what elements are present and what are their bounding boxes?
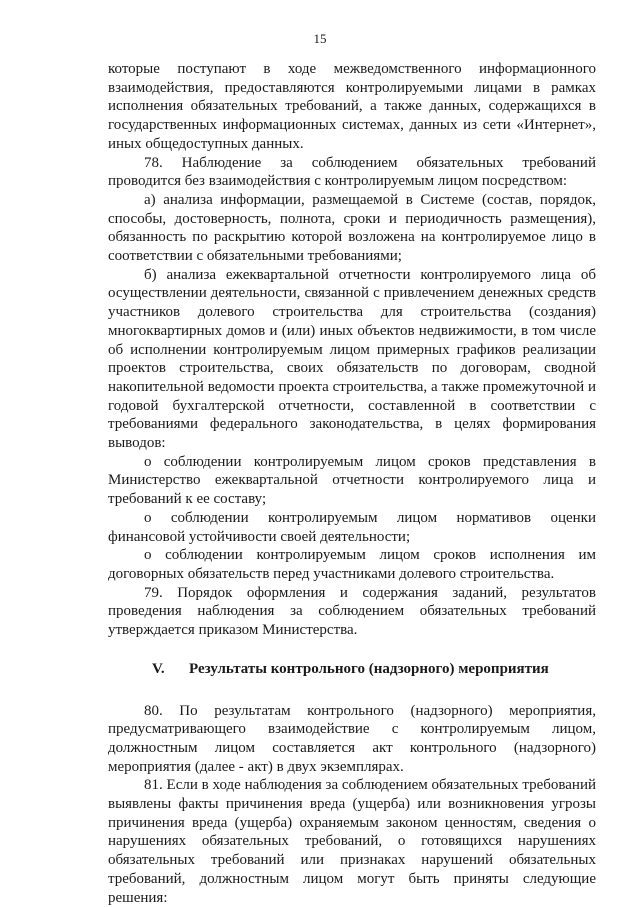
section-title: Результаты контрольного (надзорного) мероприятия <box>189 660 549 677</box>
paragraph-78-a: а) анализа информации, размещаемой в Системе (состав, порядок, способы, достоверность, полнота, сроки и периодичность размещения), обязанность по раскрытию которой возложена на контролируемое лицо в соответствии с обязательными требованиями; <box>108 191 596 265</box>
paragraph-79: 79. Порядок оформления и содержания заданий, результатов проведения наблюдения за соблюдением обязательных требований утверждается приказом Министерства. <box>108 584 596 639</box>
paragraph-78-b: б) анализа ежеквартальной отчетности контролируемого лица об осуществлении деятельности, связанной с привлечением денежных средств участников долевого строительства для строительства (создания) многоквартирных домов и (или) иных объектов недвижимости, в том числе об исполнении контролируемым лицом примерных графиков реализации проектов строительства, своих обязательств по договорам, сводной накопительной ведомости проекта строительства, а также промежуточной и годовой бухгалтерской отчетности, составленной в соответствии с требованиями федерального законодательства, в целях формирования выводов: <box>108 266 596 452</box>
document-body <box>108 60 596 907</box>
paragraph-78-b-financial-stability: о соблюдении контролируемым лицом нормативов оценки финансовой устойчивости своей деятельности; <box>108 509 596 545</box>
paragraph-78-b-reporting-deadlines: о соблюдении контролируемым лицом сроков представления в Министерство ежеквартальной отчетности контролируемого лица и требований к ее составу; <box>108 453 596 508</box>
paragraph-80: 80. По результатам контрольного (надзорного) мероприятия, предусматривающего взаимодействие с контролируемым лицом, должностным лицом составляется акт контрольного (надзорного) мероприятия (далее - акт) в двух экземплярах. <box>108 702 596 775</box>
section-heading <box>108 660 596 679</box>
paragraph-78-b-contract-obligations: о соблюдении контролируемым лицом сроков исполнения им договорных обязательств перед участниками долевого строительства. <box>108 547 596 582</box>
paragraph-continuation: которые поступают в ходе межведомственного информационного взаимодействия, предоставляются контролируемыми лицами в рамках исполнения обязательных требований, а также данных, содержащихся в государственных информационных системах, данных из сети «Интернет», иных общедоступных данных. <box>108 61 596 152</box>
section-number: V. <box>152 660 165 677</box>
paragraph-78: 78. Наблюдение за соблюдением обязательных требований проводится без взаимодействия с контролируемым лицом посредством: <box>108 154 596 190</box>
paragraph-81: 81. Если в ходе наблюдения за соблюдением обязательных требований выявлены факты причинения вреда (ущерба) или возникновения угрозы причинения вреда (ущерба) охраняемым законом ценностям, сведения о нарушениях обязательных требований, о готовящихся нарушениях обязательных требований или признаках нарушений обязательных требований, должностным лицом могут быть приняты следующие решения: <box>108 777 596 906</box>
page-number: 15 <box>313 31 327 46</box>
